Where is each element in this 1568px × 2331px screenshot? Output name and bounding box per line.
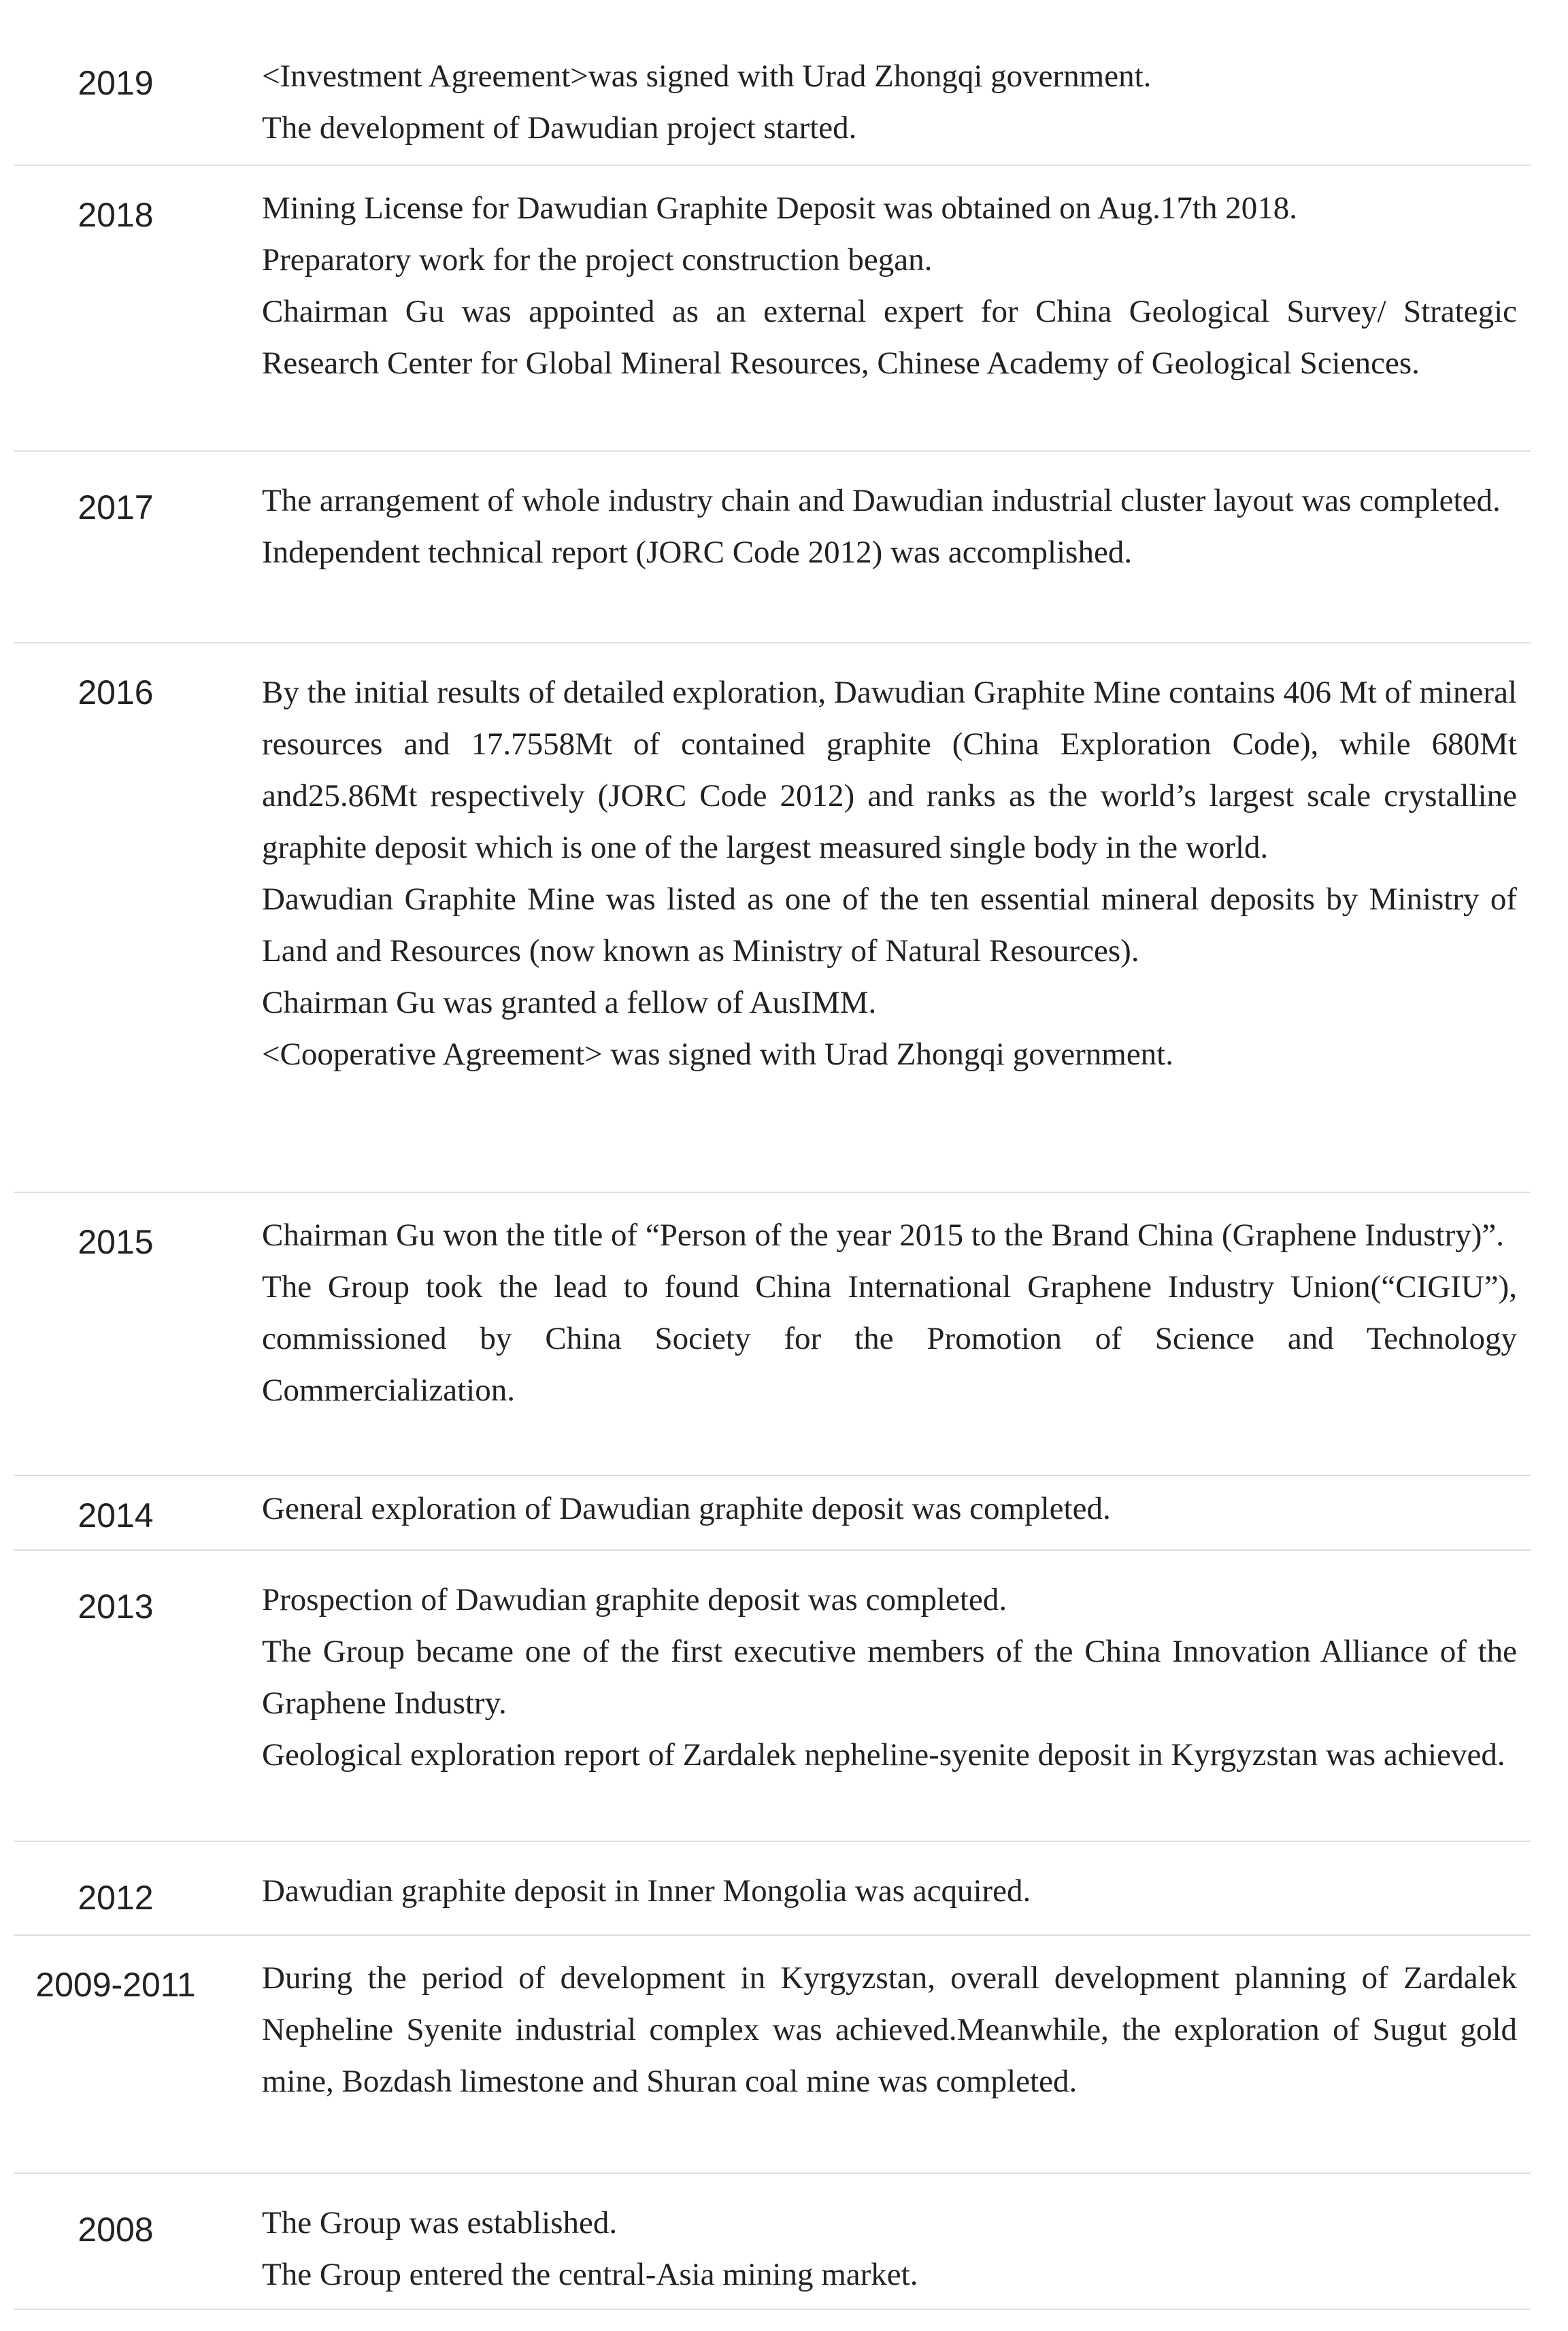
event-list bbox=[262, 2197, 1517, 2300]
event-text: The Group took the lead to found China International Graphene Industry Union(“CIGIU”), commissioned by China Society for the Promotion of Science and Technology Commercialization. bbox=[262, 1269, 1517, 1408]
event-text: The Group was established. bbox=[262, 2205, 618, 2241]
event-text: Independent technical report (JORC Code 2012) was accomplished. bbox=[262, 535, 1133, 570]
event-text: <Cooperative Agreement> was signed with Urad Zhongqi government. bbox=[262, 1037, 1173, 1072]
timeline bbox=[14, 20, 1531, 2310]
event-list bbox=[262, 667, 1517, 1080]
timeline-row-2014 bbox=[14, 1476, 1531, 1551]
event-list bbox=[262, 50, 1517, 154]
event-list bbox=[262, 182, 1517, 389]
event-text: <Investment Agreement>was signed with Urad Zhongqi government. bbox=[262, 58, 1152, 94]
event-text: The development of Dawudian project started. bbox=[262, 110, 857, 146]
timeline-row-2016 bbox=[14, 643, 1531, 1193]
year-label: 2018 bbox=[78, 196, 154, 234]
event-list bbox=[262, 1209, 1517, 1416]
timeline-row-2019 bbox=[14, 20, 1531, 166]
event-text: Chairman Gu won the title of “Person of the year 2015 to the Brand China (Graphene Industry)”. bbox=[262, 1218, 1504, 1253]
event-text: By the initial results of detailed exploration, Dawudian Graphite Mine contains 406 Mt of mineral resources and 17.7558Mt of contained graphite (China Exploration Code), while 680Mt and25.86Mt respectively (JORC Code 2012) and ranks as the world’s largest scale crystalline graphite deposit which is one of the largest measured single body in the world. bbox=[262, 675, 1517, 865]
timeline-row-2013 bbox=[14, 1551, 1531, 1842]
timeline-row-2009-2011 bbox=[14, 1936, 1531, 2174]
event-text: Dawudian Graphite Mine was listed as one of the ten essential mineral deposits by Ministry of Land and Resources (now known as Ministry of Natural Resources). bbox=[262, 882, 1517, 969]
year-label: 2012 bbox=[78, 1879, 154, 1917]
event-text: Mining License for Dawudian Graphite Deposit was obtained on Aug.17th 2018. bbox=[262, 190, 1297, 226]
year-label: 2019 bbox=[78, 64, 154, 102]
timeline-row-2018 bbox=[14, 166, 1531, 452]
event-text: Dawudian graphite deposit in Inner Mongolia was acquired. bbox=[262, 1873, 1031, 1909]
year-label: 2008 bbox=[78, 2211, 154, 2249]
year-label: 2016 bbox=[78, 673, 154, 711]
event-list bbox=[262, 1574, 1517, 1781]
event-list bbox=[262, 1483, 1517, 1535]
timeline-row-2015 bbox=[14, 1193, 1531, 1476]
event-text: Geological exploration report of Zardalek nepheline-syenite deposit in Kyrgyzstan was achieved. bbox=[262, 1737, 1505, 1773]
event-list bbox=[262, 1952, 1517, 2107]
timeline-row-2008 bbox=[14, 2174, 1531, 2310]
event-text: General exploration of Dawudian graphite deposit was completed. bbox=[262, 1491, 1111, 1526]
timeline-row-2017 bbox=[14, 452, 1531, 643]
year-label: 2014 bbox=[78, 1496, 154, 1535]
event-text: During the period of development in Kyrgyzstan, overall development planning of Zardalek Nepheline Syenite industrial complex was achieved.Meanwhile, the exploration of Sugut gold mine, Bozdash limestone and Shuran coal mine was completed. bbox=[262, 1960, 1517, 2099]
event-list bbox=[262, 1865, 1517, 1917]
year-label: 2013 bbox=[78, 1588, 154, 1626]
event-text: Chairman Gu was granted a fellow of AusIMM. bbox=[262, 985, 877, 1020]
year-label: 2017 bbox=[78, 488, 154, 526]
event-text: Prospection of Dawudian graphite deposit was completed. bbox=[262, 1582, 1007, 1617]
timeline-row-2012 bbox=[14, 1842, 1531, 1936]
event-text: Preparatory work for the project construction began. bbox=[262, 242, 933, 278]
year-label: 2015 bbox=[78, 1223, 154, 1261]
event-text: The Group entered the central-Asia mining market. bbox=[262, 2257, 918, 2292]
event-text: The arrangement of whole industry chain and Dawudian industrial cluster layout was completed. bbox=[262, 483, 1501, 518]
event-text: The Group became one of the first executive members of the China Innovation Alliance of the Graphene Industry. bbox=[262, 1634, 1517, 1721]
year-label: 2009-2011 bbox=[35, 1966, 196, 2004]
event-list bbox=[262, 475, 1517, 578]
event-text: Chairman Gu was appointed as an external expert for China Geological Survey/ Strategic Research Center for Global Mineral Resources, Chinese Academy of Geological Sciences. bbox=[262, 294, 1517, 381]
